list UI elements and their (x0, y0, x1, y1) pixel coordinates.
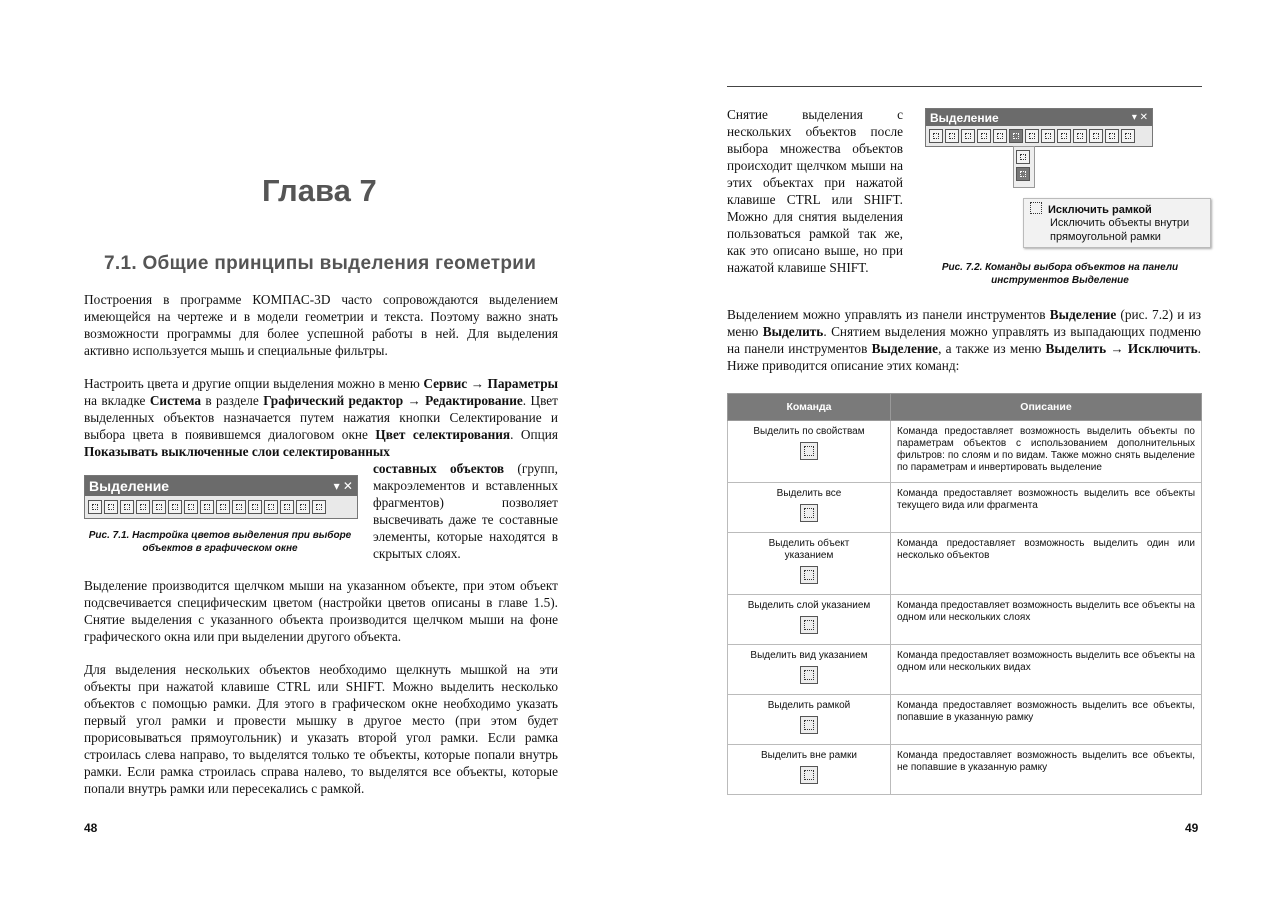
command-description: Команда предоставляет возможность выделить все объекты на одном или нескольких видах (891, 645, 1202, 695)
toolbar-title: Выделение (89, 478, 170, 494)
toolbar-button-icon[interactable] (120, 500, 134, 514)
toolbar-button-icon[interactable] (945, 129, 959, 143)
exclude-icon[interactable] (1016, 150, 1030, 164)
command-cell (728, 695, 891, 745)
toolbar-selection (84, 475, 358, 519)
table-row (728, 533, 1202, 595)
page-number-left: 48 (84, 821, 98, 835)
text-run: Выделить (762, 324, 824, 339)
text-run: Показывать выключенные слои селектированных (84, 444, 390, 459)
toolbar-window-controls[interactable]: ▾ ✕ (333, 479, 353, 493)
command-name: Выделить рамкой (767, 700, 851, 711)
command-cell (728, 595, 891, 645)
toolbar-button-icon[interactable] (1025, 129, 1039, 143)
paragraph-multiple-selection: Для выделения нескольких объектов необходимо щелкнуть мышкой на эти объекты при нажатой клавише CTRL или SHIFT. Можно выделить несколько объектов с помощью рамки. Для этого в графическом окне необходимо указать первый угол рамки и провести мышку в другое место (при этом будет прорисовываться прямоугольник) и указать второй угол рамки. Если рамка строилась слева направо, то выделятся только те объекты, которые попали внутрь рамки. Если рамка строилась справа налево, то выделятся все объекты, которые попали внутрь рамки или пересекались с рамкой. (84, 662, 558, 796)
command-name: Выделить все (776, 488, 842, 499)
text-run: . Опция (510, 427, 558, 442)
commands-table (727, 393, 1202, 795)
toolbar-title-2: Выделение (930, 110, 999, 125)
command-cell (728, 533, 891, 595)
toolbar-button-icon[interactable] (1089, 129, 1103, 143)
select-view-icon (800, 666, 818, 684)
text-run: Выделение (871, 341, 939, 356)
toolbar-button-icon[interactable] (993, 129, 1007, 143)
toolbar-button-icon[interactable] (104, 500, 118, 514)
toolbar-button-icon[interactable] (88, 500, 102, 514)
toolbar-button-icon[interactable] (977, 129, 991, 143)
table-row (728, 483, 1202, 533)
command-name: Выделить объект указанием (768, 538, 850, 561)
toolbar-window-controls-2[interactable]: ▾ ✕ (1131, 112, 1148, 123)
toolbar-button-icon[interactable] (280, 500, 294, 514)
paragraph-settings (84, 375, 558, 460)
command-name: Выделить вид указанием (750, 650, 868, 661)
toolbar-button-icon[interactable] (296, 500, 310, 514)
toolbar-button-icon[interactable] (216, 500, 230, 514)
command-name: Выделить слой указанием (747, 600, 871, 611)
text-run: , а также из меню (938, 341, 1046, 356)
toolbar-button-icon[interactable] (264, 500, 278, 514)
command-name: Выделить по свойствам (753, 426, 865, 437)
command-cell (728, 645, 891, 695)
table-row (728, 645, 1202, 695)
command-description: Команда предоставляет возможность выделить все объекты на одном или нескольких слоях (891, 595, 1202, 645)
toolbar-button-icon[interactable] (1073, 129, 1087, 143)
text-run: (групп, макроэлементов и вставленных фрагментов) позволяет высвечивать даже те составные элементы, которые находятся в скрытых слоях. (373, 461, 558, 561)
toolbar-button-icon[interactable] (152, 500, 166, 514)
command-description: Команда предоставляет возможность выделить один или несколько объектов (891, 533, 1202, 595)
select-frame-icon (800, 716, 818, 734)
paragraph-deselect: Снятие выделения с нескольких объектов после выбора множества объектов происходит щелчком мыши на этих объектах при нажатой клавише CTRL или SHIFT. Можно для снятия выделения пользоваться рамкой так же, как это описано выше, но при нажатой клавише SHIFT. (727, 107, 903, 275)
toolbar-button-icon[interactable] (232, 500, 246, 514)
toolbar-button-icon[interactable] (184, 500, 198, 514)
table-row (728, 695, 1202, 745)
toolbar-selection-2 (925, 108, 1153, 147)
text-run: Цвет селектирования (375, 427, 511, 442)
command-cell (728, 421, 891, 483)
command-name: Выделить вне рамки (760, 750, 858, 761)
text-run: на вкладке (84, 393, 150, 408)
toolbar-button-icon[interactable] (1121, 129, 1135, 143)
table-header-command: Команда (728, 394, 891, 421)
select-layer-icon (800, 616, 818, 634)
command-description: Команда предоставляет возможность выделить все объекты, не попавшие в указанную рамку (891, 745, 1202, 795)
text-run: Сервис → Параметры (423, 376, 558, 391)
table-row (728, 595, 1202, 645)
paragraph-selection-click: Выделение производится щелчком мыши на указанном объекте, при этом объект подсвечивается специфическим цветом (настройки цветов описаны в главе 1.5). Снятие выделения с указанного объекта производится щелчком мыши на фоне графического окна или при выделении другого объекта. (84, 578, 558, 644)
toolbar-button-icon[interactable] (312, 500, 326, 514)
toolbar-button-icon[interactable] (929, 129, 943, 143)
table-row (728, 745, 1202, 795)
select-by-properties-icon (800, 442, 818, 460)
paragraph-intro: Построения в программе КОМПАС-3D часто сопровождаются выделением имеющейся на чертеже и в модели геометрии и текста. Поэтому важно знать возможности программы для более успешной работы в ней. Для выделения активно используется мышь и специальные фильтры. (84, 292, 558, 358)
text-run: Выделение (1049, 307, 1117, 322)
text-run: Графический редактор → Редактирование (263, 393, 523, 408)
toolbar-button-icon[interactable] (168, 500, 182, 514)
section-title: 7.1. Общие принципы выделения геометрии (104, 253, 537, 274)
command-cell (728, 483, 891, 533)
text-run: Система (149, 393, 202, 408)
toolbar-button-icon[interactable] (961, 129, 975, 143)
paragraph-composite-objects (373, 460, 558, 562)
paragraph-selection-control (727, 306, 1201, 374)
command-description: Команда предоставляет возможность выделить объекты по параметрам объектов с использованием дополнительных фильтров: по слоям и по видам. Также можно снять выделение по параметрам и инвертировать выделение (891, 421, 1202, 483)
figure-caption-7-1: Рис. 7.1. Настройка цветов выделения при выборе объектов в графическом окне (88, 530, 352, 554)
text-run: составных объектов (373, 461, 505, 476)
text-run: . Цвет выделенных объектов назначается путем нажатия кнопки Селектирование и выбора цвета в появившемся диалоговом окне (84, 393, 558, 442)
toolbar-icon-row (85, 496, 357, 518)
toolbar-button-icon[interactable] (248, 500, 262, 514)
page-number-right: 49 (1185, 821, 1199, 835)
toolbar-button-icon[interactable] (200, 500, 214, 514)
select-object-icon (800, 566, 818, 584)
tooltip-title: Исключить рамкой (1048, 204, 1152, 216)
text-run: Настроить цвета и другие опции выделения можно в меню (84, 376, 424, 391)
exclude-frame-small-icon (1030, 202, 1042, 214)
select-all-icon (800, 504, 818, 522)
toolbar-button-icon[interactable] (1009, 129, 1023, 143)
toolbar-button-icon[interactable] (1105, 129, 1119, 143)
text-run: . Ниже приводится описание этих команд: (727, 341, 1201, 373)
command-description: Команда предоставляет возможность выделить все объекты текущего вида или фрагмента (891, 483, 1202, 533)
tooltip-exclude-frame (1023, 198, 1211, 248)
text-run: (рис. 7.2) и из меню (727, 307, 1202, 339)
text-run: Выделением можно управлять из панели инструментов (727, 307, 1050, 322)
text-run: в разделе (201, 393, 264, 408)
exclude-frame-icon[interactable] (1016, 167, 1030, 181)
header-rule (727, 86, 1202, 87)
select-outside-frame-icon (800, 766, 818, 784)
figure-caption-7-2: Рис. 7.2. Команды выбора объектов на панели инструментов Выделение (941, 262, 1179, 286)
table-header-description: Описание (891, 394, 1202, 421)
command-description: Команда предоставляет возможность выделить все объекты, попавшие в указанную рамку (891, 695, 1202, 745)
command-cell (728, 745, 891, 795)
chapter-title: Глава 7 (262, 173, 377, 208)
toolbar-button-icon[interactable] (1041, 129, 1055, 143)
toolbar-button-icon[interactable] (1057, 129, 1071, 143)
toolbar-icon-row-2 (926, 126, 1152, 146)
toolbar-button-icon[interactable] (136, 500, 150, 514)
table-row (728, 421, 1202, 483)
tooltip-description: Исключить объекты внутри прямоугольной рамки (1050, 217, 1190, 243)
exclude-dropdown (1013, 146, 1035, 188)
text-run: Выделить → Исключить (1045, 341, 1198, 356)
text-run: . Снятием выделения можно управлять из выпадающих подменю на панели инструментов (727, 324, 1201, 356)
